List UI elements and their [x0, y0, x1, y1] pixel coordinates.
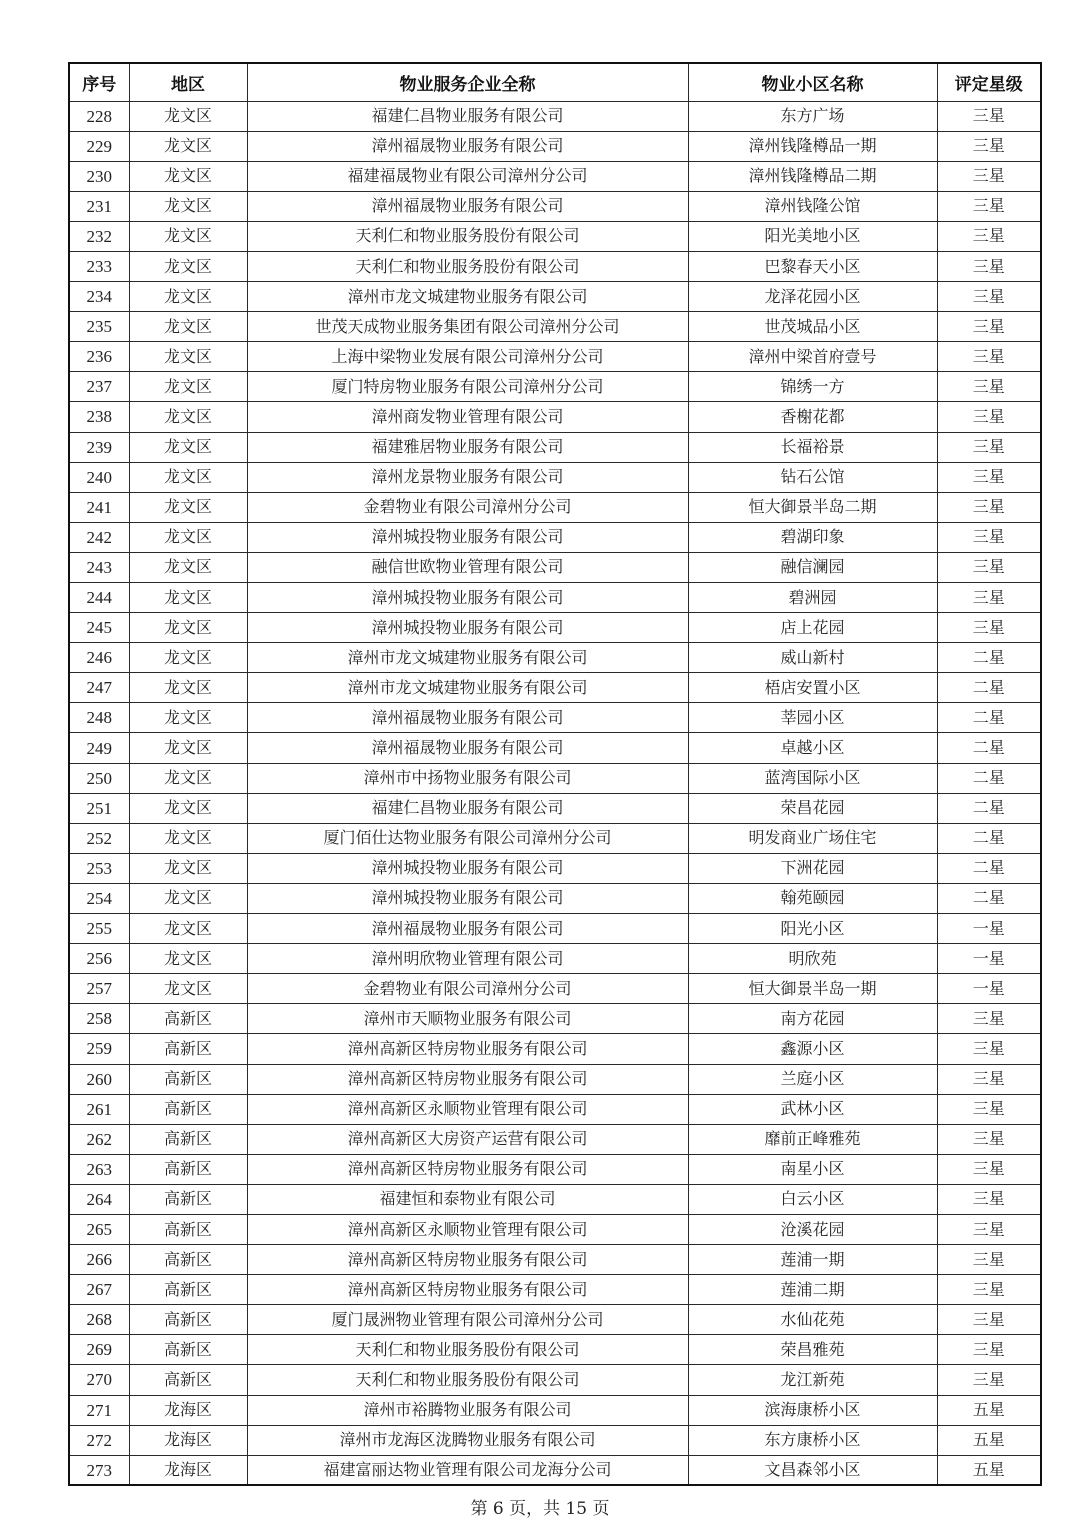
cell-company: 金碧物业有限公司漳州分公司: [247, 492, 688, 522]
cell-company: 漳州福晟物业服务有限公司: [247, 733, 688, 763]
cell-no: 244: [69, 583, 129, 613]
cell-area: 高新区: [129, 1124, 247, 1154]
cell-rating: 三星: [937, 1034, 1041, 1064]
table-row: [69, 1184, 1041, 1214]
cell-area: 龙文区: [129, 342, 247, 372]
table-body: [69, 101, 1041, 1485]
cell-area: 龙文区: [129, 131, 247, 161]
cell-no: 233: [69, 251, 129, 281]
cell-area: 高新区: [129, 1305, 247, 1335]
cell-area: 龙文区: [129, 522, 247, 552]
cell-rating: 二星: [937, 733, 1041, 763]
cell-community: 莲浦二期: [688, 1275, 937, 1305]
cell-no: 253: [69, 853, 129, 883]
table-row: [69, 763, 1041, 793]
cell-no: 269: [69, 1335, 129, 1365]
cell-rating: 二星: [937, 883, 1041, 913]
cell-company: 漳州高新区大房资产运营有限公司: [247, 1124, 688, 1154]
cell-company: 漳州福晟物业服务有限公司: [247, 703, 688, 733]
cell-area: 龙文区: [129, 462, 247, 492]
cell-community: 漳州钱隆樽品一期: [688, 131, 937, 161]
cell-no: 232: [69, 221, 129, 251]
table-row: [69, 1425, 1041, 1455]
cell-area: 龙文区: [129, 733, 247, 763]
cell-no: 243: [69, 552, 129, 582]
cell-area: 龙文区: [129, 432, 247, 462]
cell-community: 长福裕景: [688, 432, 937, 462]
cell-community: 漳州钱隆樽品二期: [688, 161, 937, 191]
cell-rating: 三星: [937, 161, 1041, 191]
cell-area: 龙文区: [129, 282, 247, 312]
table-row: [69, 1004, 1041, 1034]
table-row: [69, 793, 1041, 823]
cell-no: 237: [69, 372, 129, 402]
cell-rating: 三星: [937, 583, 1041, 613]
cell-area: 龙海区: [129, 1395, 247, 1425]
cell-area: 龙文区: [129, 883, 247, 913]
cell-community: 漳州钱隆公馆: [688, 191, 937, 221]
cell-no: 231: [69, 191, 129, 221]
cell-rating: 五星: [937, 1455, 1041, 1485]
cell-area: 龙文区: [129, 101, 247, 131]
cell-area: 高新区: [129, 1275, 247, 1305]
cell-no: 236: [69, 342, 129, 372]
table-row: [69, 1455, 1041, 1485]
cell-company: 天利仁和物业服务股份有限公司: [247, 1335, 688, 1365]
cell-no: 262: [69, 1124, 129, 1154]
cell-community: 下洲花园: [688, 853, 937, 883]
cell-rating: 三星: [937, 492, 1041, 522]
cell-company: 漳州高新区永顺物业管理有限公司: [247, 1094, 688, 1124]
cell-company: 漳州高新区永顺物业管理有限公司: [247, 1214, 688, 1244]
cell-area: 龙文区: [129, 583, 247, 613]
cell-area: 高新区: [129, 1335, 247, 1365]
cell-rating: 三星: [937, 1214, 1041, 1244]
cell-no: 273: [69, 1455, 129, 1485]
cell-community: 沧溪花园: [688, 1214, 937, 1244]
cell-rating: 三星: [937, 522, 1041, 552]
cell-rating: 二星: [937, 793, 1041, 823]
header-rating: 评定星级: [937, 63, 1041, 101]
cell-community: 恒大御景半岛一期: [688, 974, 937, 1004]
cell-rating: 三星: [937, 552, 1041, 582]
cell-no: 246: [69, 643, 129, 673]
cell-rating: 三星: [937, 191, 1041, 221]
cell-rating: 一星: [937, 944, 1041, 974]
table-row: [69, 974, 1041, 1004]
cell-company: 漳州市龙文城建物业服务有限公司: [247, 282, 688, 312]
cell-no: 272: [69, 1425, 129, 1455]
cell-community: 靡前正峰雅苑: [688, 1124, 937, 1154]
cell-community: 龙江新苑: [688, 1365, 937, 1395]
document-sheet: [68, 62, 1040, 1486]
cell-area: 高新区: [129, 1034, 247, 1064]
table-row: [69, 643, 1041, 673]
cell-area: 龙文区: [129, 492, 247, 522]
cell-company: 天利仁和物业服务股份有限公司: [247, 1365, 688, 1395]
table-row: [69, 1395, 1041, 1425]
table-row: [69, 432, 1041, 462]
cell-company: 漳州市龙文城建物业服务有限公司: [247, 673, 688, 703]
cell-company: 福建恒和泰物业有限公司: [247, 1184, 688, 1214]
cell-rating: 三星: [937, 1275, 1041, 1305]
cell-company: 福建仁昌物业服务有限公司: [247, 101, 688, 131]
table-row: [69, 161, 1041, 191]
cell-area: 龙文区: [129, 402, 247, 432]
cell-area: 龙文区: [129, 793, 247, 823]
cell-rating: 三星: [937, 613, 1041, 643]
cell-rating: 三星: [937, 1365, 1041, 1395]
cell-no: 238: [69, 402, 129, 432]
cell-rating: 三星: [937, 131, 1041, 161]
cell-rating: 三星: [937, 1154, 1041, 1184]
table-row: [69, 101, 1041, 131]
cell-company: 漳州高新区特房物业服务有限公司: [247, 1275, 688, 1305]
cell-no: 242: [69, 522, 129, 552]
cell-rating: 五星: [937, 1395, 1041, 1425]
table-row: [69, 703, 1041, 733]
cell-rating: 三星: [937, 312, 1041, 342]
table-row: [69, 1124, 1041, 1154]
cell-community: 融信澜园: [688, 552, 937, 582]
cell-no: 247: [69, 673, 129, 703]
header-no: 序号: [69, 63, 129, 101]
cell-community: 南星小区: [688, 1154, 937, 1184]
cell-no: 240: [69, 462, 129, 492]
cell-community: 莲浦一期: [688, 1245, 937, 1275]
cell-no: 248: [69, 703, 129, 733]
cell-area: 龙海区: [129, 1425, 247, 1455]
cell-company: 漳州城投物业服务有限公司: [247, 853, 688, 883]
cell-area: 龙文区: [129, 944, 247, 974]
table-row: [69, 492, 1041, 522]
cell-company: 上海中梁物业发展有限公司漳州分公司: [247, 342, 688, 372]
cell-company: 福建富丽达物业管理有限公司龙海分公司: [247, 1455, 688, 1485]
table-row: [69, 191, 1041, 221]
table-row: [69, 1335, 1041, 1365]
cell-area: 龙文区: [129, 552, 247, 582]
cell-company: 厦门佰仕达物业服务有限公司漳州分公司: [247, 823, 688, 853]
cell-rating: 二星: [937, 643, 1041, 673]
cell-no: 229: [69, 131, 129, 161]
cell-rating: 三星: [937, 221, 1041, 251]
cell-rating: 二星: [937, 703, 1041, 733]
cell-rating: 三星: [937, 101, 1041, 131]
cell-company: 漳州高新区特房物业服务有限公司: [247, 1245, 688, 1275]
cell-no: 271: [69, 1395, 129, 1425]
header-company: 物业服务企业全称: [247, 63, 688, 101]
cell-community: 香榭花都: [688, 402, 937, 432]
cell-company: 漳州城投物业服务有限公司: [247, 522, 688, 552]
cell-no: 255: [69, 914, 129, 944]
cell-rating: 三星: [937, 1245, 1041, 1275]
cell-no: 258: [69, 1004, 129, 1034]
cell-rating: 三星: [937, 1094, 1041, 1124]
cell-community: 卓越小区: [688, 733, 937, 763]
cell-company: 漳州高新区特房物业服务有限公司: [247, 1034, 688, 1064]
table-row: [69, 1064, 1041, 1094]
table-row: [69, 1094, 1041, 1124]
cell-company: 漳州高新区特房物业服务有限公司: [247, 1154, 688, 1184]
cell-community: 蓝湾国际小区: [688, 763, 937, 793]
cell-no: 266: [69, 1245, 129, 1275]
cell-company: 漳州市中扬物业服务有限公司: [247, 763, 688, 793]
table-row: [69, 673, 1041, 703]
cell-community: 巴黎春天小区: [688, 251, 937, 281]
cell-community: 滨海康桥小区: [688, 1395, 937, 1425]
cell-community: 钻石公馆: [688, 462, 937, 492]
cell-no: 256: [69, 944, 129, 974]
cell-company: 漳州市天顺物业服务有限公司: [247, 1004, 688, 1034]
cell-rating: 二星: [937, 763, 1041, 793]
cell-community: 阳光美地小区: [688, 221, 937, 251]
cell-area: 高新区: [129, 1214, 247, 1244]
cell-area: 龙文区: [129, 191, 247, 221]
header-row: [69, 63, 1041, 101]
table-row: [69, 221, 1041, 251]
cell-no: 234: [69, 282, 129, 312]
cell-area: 龙海区: [129, 1455, 247, 1485]
table-row: [69, 402, 1041, 432]
cell-community: 店上花园: [688, 613, 937, 643]
cell-rating: 三星: [937, 1305, 1041, 1335]
cell-rating: 三星: [937, 342, 1041, 372]
cell-rating: 三星: [937, 282, 1041, 312]
cell-company: 漳州市龙海区泷腾物业服务有限公司: [247, 1425, 688, 1455]
cell-company: 漳州龙景物业服务有限公司: [247, 462, 688, 492]
cell-area: 龙文区: [129, 613, 247, 643]
table-row: [69, 883, 1041, 913]
cell-no: 270: [69, 1365, 129, 1395]
cell-area: 龙文区: [129, 853, 247, 883]
cell-company: 福建福晟物业有限公司漳州分公司: [247, 161, 688, 191]
cell-rating: 三星: [937, 432, 1041, 462]
cell-no: 268: [69, 1305, 129, 1335]
cell-no: 267: [69, 1275, 129, 1305]
header-area: 地区: [129, 63, 247, 101]
cell-community: 碧湖印象: [688, 522, 937, 552]
table-row: [69, 342, 1041, 372]
cell-community: 荣昌花园: [688, 793, 937, 823]
cell-company: 天利仁和物业服务股份有限公司: [247, 251, 688, 281]
cell-community: 阳光小区: [688, 914, 937, 944]
table-row: [69, 312, 1041, 342]
table-row: [69, 944, 1041, 974]
cell-community: 东方广场: [688, 101, 937, 131]
cell-no: 251: [69, 793, 129, 823]
cell-no: 250: [69, 763, 129, 793]
table-row: [69, 1245, 1041, 1275]
cell-community: 莘园小区: [688, 703, 937, 733]
cell-rating: 五星: [937, 1425, 1041, 1455]
cell-community: 恒大御景半岛二期: [688, 492, 937, 522]
cell-company: 厦门晟洲物业管理有限公司漳州分公司: [247, 1305, 688, 1335]
cell-company: 漳州市裕腾物业服务有限公司: [247, 1395, 688, 1425]
table-row: [69, 823, 1041, 853]
cell-area: 高新区: [129, 1004, 247, 1034]
cell-area: 龙文区: [129, 221, 247, 251]
cell-no: 261: [69, 1094, 129, 1124]
cell-area: 龙文区: [129, 703, 247, 733]
table-row: [69, 372, 1041, 402]
cell-area: 高新区: [129, 1154, 247, 1184]
cell-rating: 二星: [937, 853, 1041, 883]
cell-area: 龙文区: [129, 251, 247, 281]
table-row: [69, 1214, 1041, 1244]
cell-company: 漳州城投物业服务有限公司: [247, 613, 688, 643]
cell-community: 南方花园: [688, 1004, 937, 1034]
table-row: [69, 1305, 1041, 1335]
table-row: [69, 251, 1041, 281]
cell-company: 漳州市龙文城建物业服务有限公司: [247, 643, 688, 673]
cell-area: 龙文区: [129, 643, 247, 673]
table-row: [69, 131, 1041, 161]
cell-area: 高新区: [129, 1184, 247, 1214]
cell-rating: 一星: [937, 914, 1041, 944]
cell-company: 漳州商发物业管理有限公司: [247, 402, 688, 432]
cell-no: 264: [69, 1184, 129, 1214]
cell-no: 263: [69, 1154, 129, 1184]
cell-area: 高新区: [129, 1094, 247, 1124]
cell-community: 漳州中梁首府壹号: [688, 342, 937, 372]
cell-community: 水仙花苑: [688, 1305, 937, 1335]
cell-community: 东方康桥小区: [688, 1425, 937, 1455]
cell-no: 254: [69, 883, 129, 913]
cell-area: 龙文区: [129, 763, 247, 793]
cell-community: 明欣苑: [688, 944, 937, 974]
cell-company: 漳州城投物业服务有限公司: [247, 583, 688, 613]
cell-company: 漳州福晟物业服务有限公司: [247, 191, 688, 221]
cell-community: 梧店安置小区: [688, 673, 937, 703]
cell-area: 龙文区: [129, 312, 247, 342]
table-row: [69, 733, 1041, 763]
cell-community: 明发商业广场住宅: [688, 823, 937, 853]
cell-area: 龙文区: [129, 161, 247, 191]
page-number: 第 6 页，共 15 页: [470, 1499, 610, 1519]
cell-rating: 三星: [937, 1124, 1041, 1154]
cell-no: 230: [69, 161, 129, 191]
cell-rating: 二星: [937, 673, 1041, 703]
cell-area: 龙文区: [129, 823, 247, 853]
table-row: [69, 552, 1041, 582]
cell-company: 漳州明欣物业管理有限公司: [247, 944, 688, 974]
table-row: [69, 1275, 1041, 1305]
cell-company: 金碧物业有限公司漳州分公司: [247, 974, 688, 1004]
cell-community: 龙泽花园小区: [688, 282, 937, 312]
cell-community: 翰苑颐园: [688, 883, 937, 913]
cell-community: 武林小区: [688, 1094, 937, 1124]
cell-company: 漳州福晟物业服务有限公司: [247, 914, 688, 944]
cell-community: 碧洲园: [688, 583, 937, 613]
cell-company: 漳州城投物业服务有限公司: [247, 883, 688, 913]
cell-community: 威山新村: [688, 643, 937, 673]
header-community: 物业小区名称: [688, 63, 937, 101]
cell-rating: 三星: [937, 251, 1041, 281]
table-row: [69, 914, 1041, 944]
cell-area: 龙文区: [129, 974, 247, 1004]
cell-no: 249: [69, 733, 129, 763]
cell-company: 融信世欧物业管理有限公司: [247, 552, 688, 582]
cell-rating: 三星: [937, 1064, 1041, 1094]
cell-rating: 三星: [937, 1004, 1041, 1034]
table-row: [69, 583, 1041, 613]
cell-community: 文昌森邻小区: [688, 1455, 937, 1485]
cell-no: 245: [69, 613, 129, 643]
cell-no: 259: [69, 1034, 129, 1064]
cell-community: 锦绣一方: [688, 372, 937, 402]
cell-no: 239: [69, 432, 129, 462]
cell-rating: 三星: [937, 1184, 1041, 1214]
cell-area: 高新区: [129, 1245, 247, 1275]
cell-area: 龙文区: [129, 673, 247, 703]
cell-area: 龙文区: [129, 914, 247, 944]
cell-no: 260: [69, 1064, 129, 1094]
cell-community: 鑫源小区: [688, 1034, 937, 1064]
cell-community: 荣昌雅苑: [688, 1335, 937, 1365]
cell-no: 228: [69, 101, 129, 131]
table-header: [69, 63, 1041, 101]
cell-company: 漳州福晟物业服务有限公司: [247, 131, 688, 161]
table-row: [69, 613, 1041, 643]
cell-company: 厦门特房物业服务有限公司漳州分公司: [247, 372, 688, 402]
cell-no: 241: [69, 492, 129, 522]
table-row: [69, 522, 1041, 552]
cell-community: 兰庭小区: [688, 1064, 937, 1094]
cell-no: 252: [69, 823, 129, 853]
cell-rating: 二星: [937, 823, 1041, 853]
cell-rating: 三星: [937, 372, 1041, 402]
cell-rating: 一星: [937, 974, 1041, 1004]
table-row: [69, 1365, 1041, 1395]
cell-company: 福建雅居物业服务有限公司: [247, 432, 688, 462]
cell-area: 高新区: [129, 1365, 247, 1395]
cell-rating: 三星: [937, 1335, 1041, 1365]
rating-table: [68, 62, 1042, 1486]
cell-community: 白云小区: [688, 1184, 937, 1214]
table-row: [69, 1034, 1041, 1064]
cell-community: 世茂城品小区: [688, 312, 937, 342]
table-row: [69, 282, 1041, 312]
cell-company: 世茂天成物业服务集团有限公司漳州分公司: [247, 312, 688, 342]
cell-company: 漳州高新区特房物业服务有限公司: [247, 1064, 688, 1094]
cell-no: 235: [69, 312, 129, 342]
cell-rating: 三星: [937, 402, 1041, 432]
cell-area: 龙文区: [129, 372, 247, 402]
cell-company: 福建仁昌物业服务有限公司: [247, 793, 688, 823]
cell-area: 高新区: [129, 1064, 247, 1094]
table-row: [69, 462, 1041, 492]
cell-rating: 三星: [937, 462, 1041, 492]
cell-no: 265: [69, 1214, 129, 1244]
table-row: [69, 853, 1041, 883]
cell-no: 257: [69, 974, 129, 1004]
cell-company: 天利仁和物业服务股份有限公司: [247, 221, 688, 251]
table-row: [69, 1154, 1041, 1184]
